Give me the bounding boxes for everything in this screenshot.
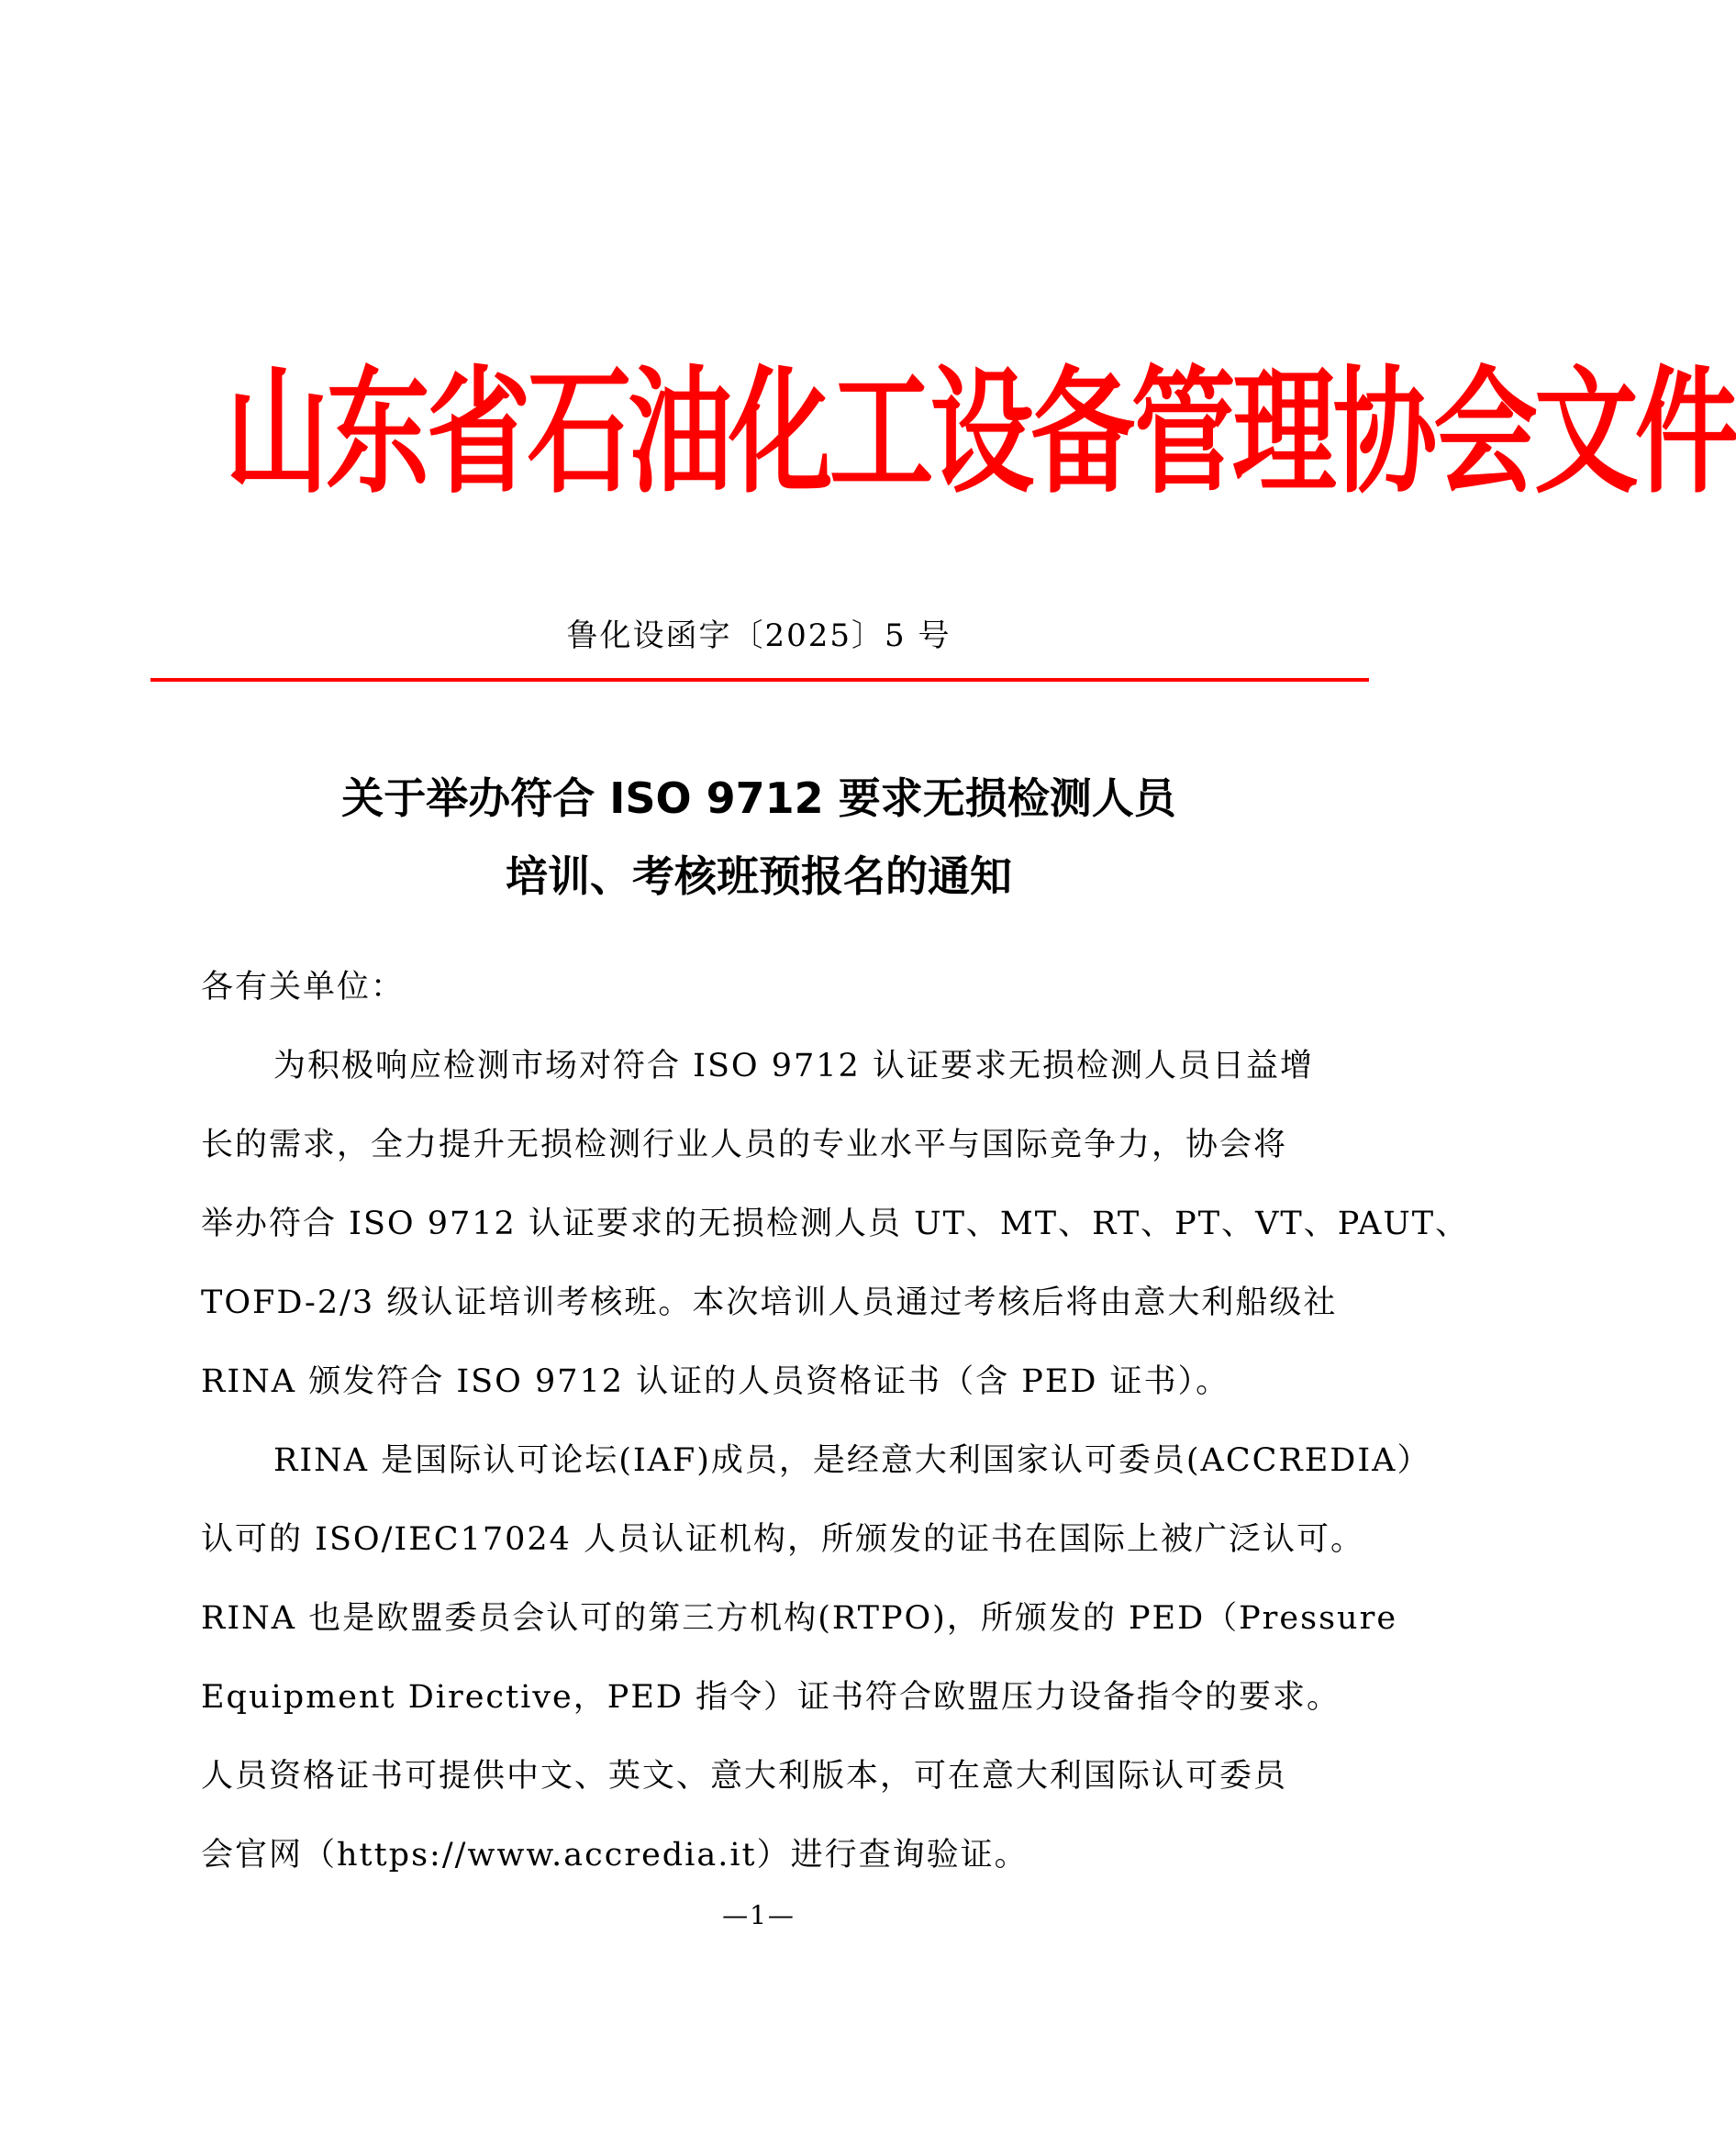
masthead-title: 山东省石油化工设备管理协会文件 bbox=[225, 352, 1736, 513]
body-line: 认可的 ISO/IEC17024 人员认证机构，所颁发的证书在国际上被广泛认可。 bbox=[201, 1521, 1365, 1558]
body-line: RINA 也是欧盟委员会认可的第三方机构(RTPO)，所颁发的 PED（Pressure bbox=[201, 1600, 1398, 1637]
body-line: 举办符合 ISO 9712 认证要求的无损检测人员 UT、MT、RT、PT、VT、PAUT、 bbox=[201, 1206, 1470, 1242]
page-number: —1— bbox=[722, 1900, 796, 1930]
salutation: 各有关单位： bbox=[201, 969, 406, 1006]
body-line: 为积极响应检测市场对符合 ISO 9712 认证要求无损检测人员日益增 bbox=[273, 1048, 1314, 1084]
body-line: RINA 是国际认可论坛(IAF)成员，是经意大利国家认可委员(ACCREDIA） bbox=[273, 1442, 1431, 1479]
document-number: 鲁化设函字〔2025〕5 号 bbox=[566, 617, 951, 654]
body-line: TOFD-2/3 级认证培训考核班。本次培训人员通过考核后将由意大利船级社 bbox=[201, 1284, 1338, 1321]
red-divider-line bbox=[150, 678, 1369, 682]
body-line: RINA 颁发符合 ISO 9712 认证的人员资格证书（含 PED 证书）。 bbox=[201, 1363, 1230, 1400]
body-line: 会官网（https://www.accredia.it）进行查询验证。 bbox=[201, 1837, 1029, 1874]
body-line: Equipment Directive，PED 指令）证书符合欧盟压力设备指令的要求。 bbox=[201, 1679, 1341, 1716]
notice-title-line-2: 培训、考核班预报名的通知 bbox=[506, 851, 1012, 901]
body-line: 长的需求，全力提升无损检测行业人员的专业水平与国际竞争力，协会将 bbox=[201, 1127, 1288, 1163]
body-line: 人员资格证书可提供中文、英文、意大利版本，可在意大利国际认可委员 bbox=[201, 1758, 1288, 1795]
notice-title-line-1: 关于举办符合 ISO 9712 要求无损检测人员 bbox=[341, 773, 1176, 823]
